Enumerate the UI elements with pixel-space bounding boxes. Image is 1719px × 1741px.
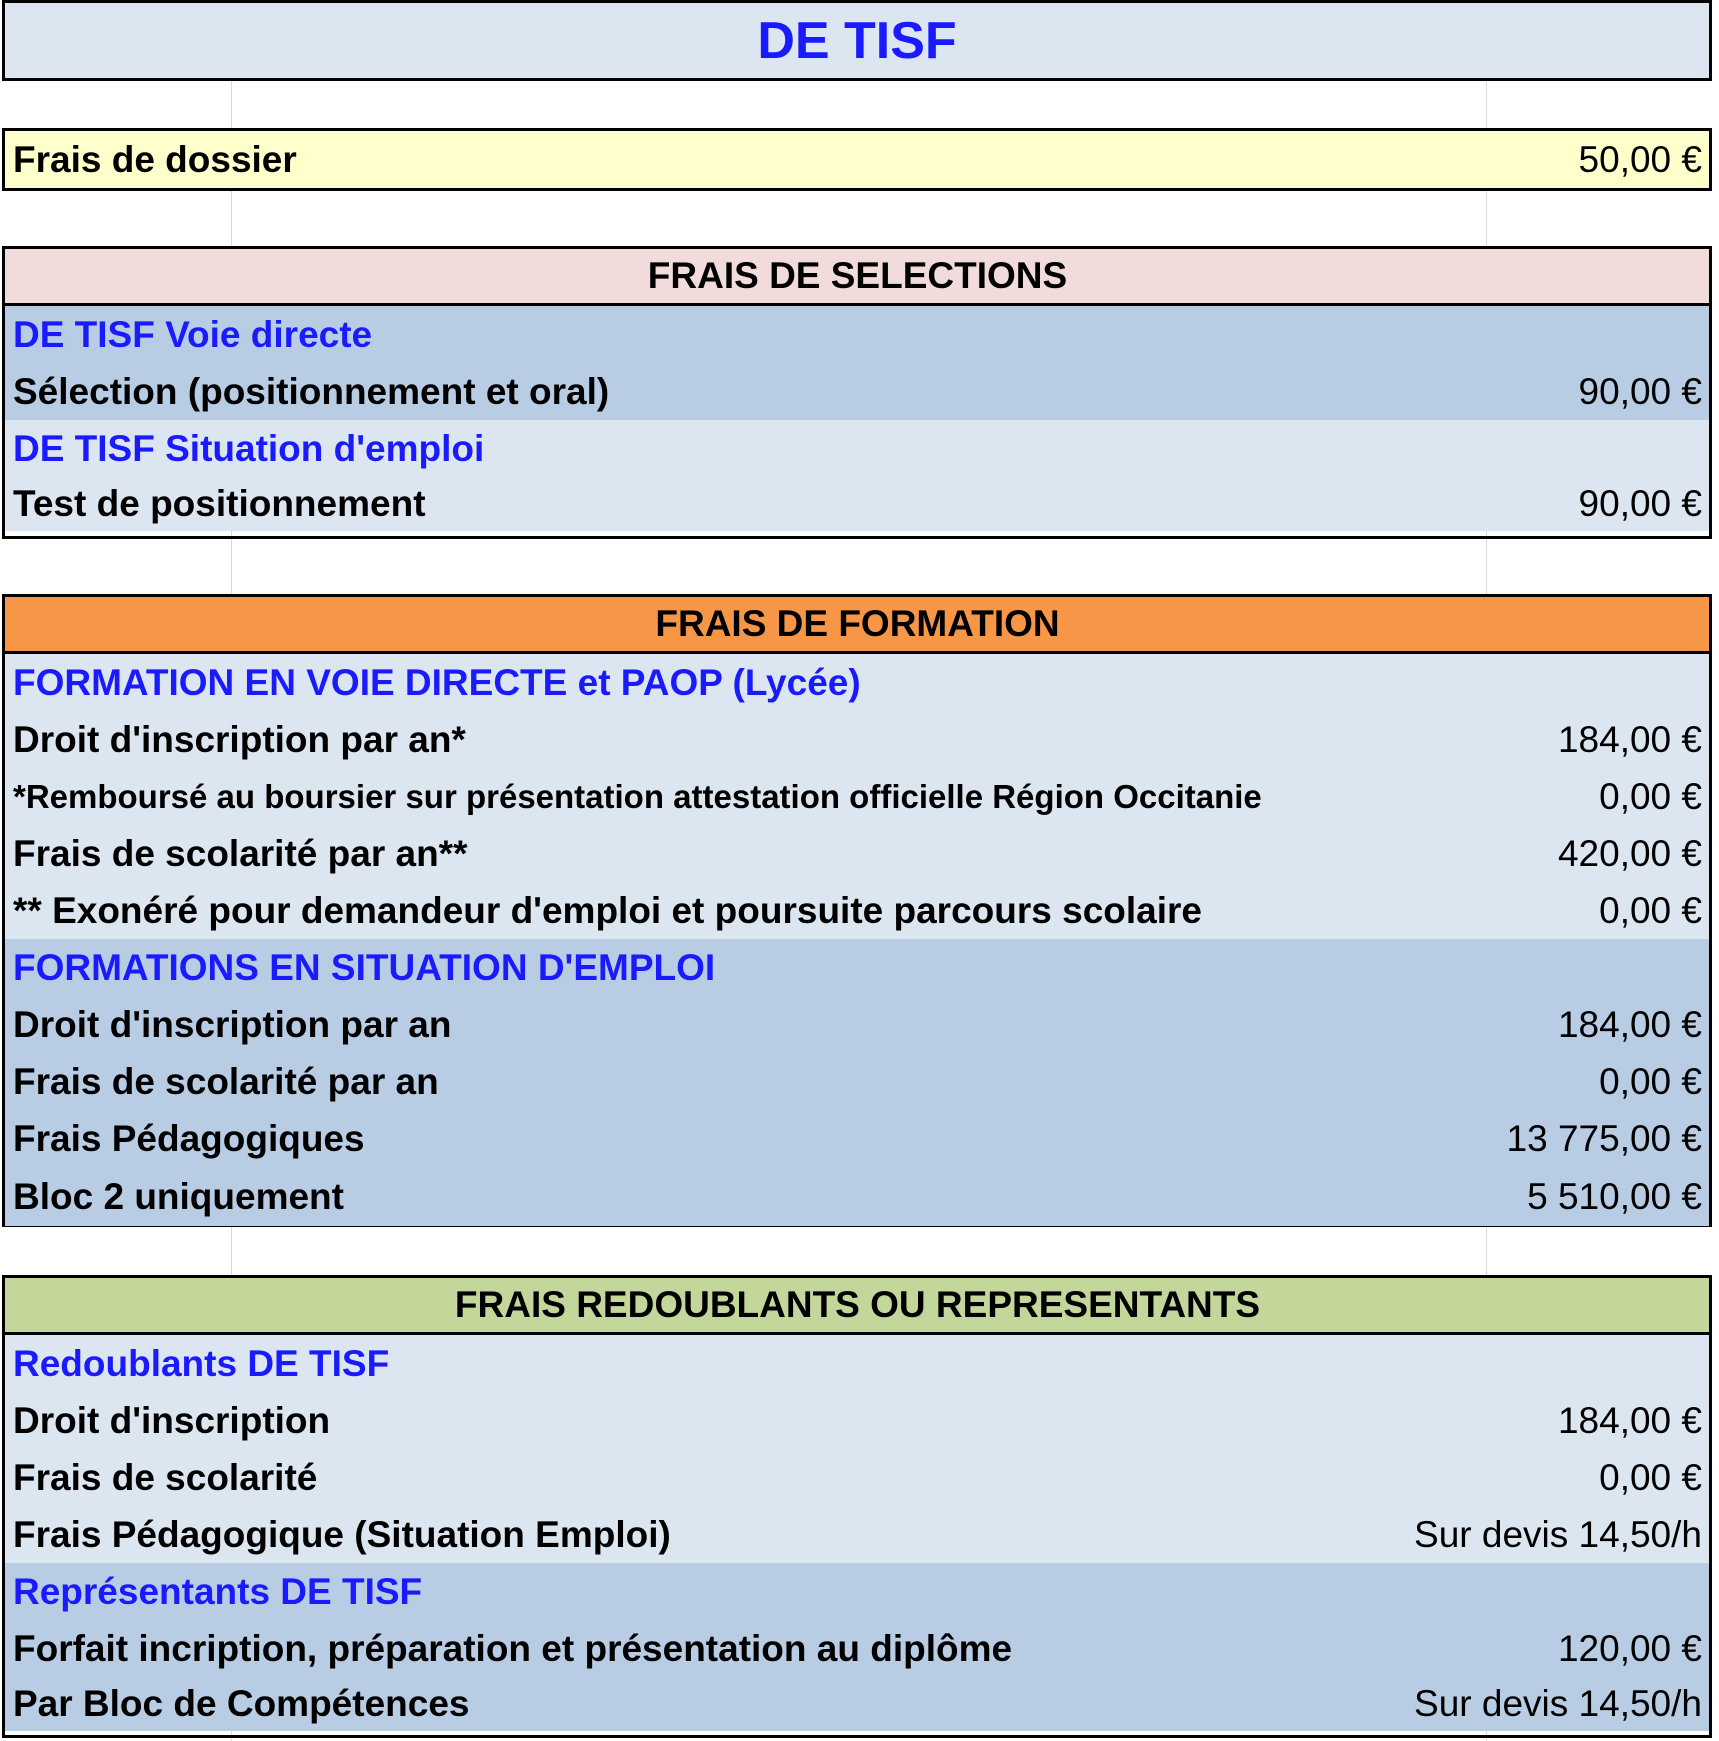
fee-amount: Sur devis 14,50/h: [1414, 1513, 1702, 1555]
fee-amount: 90,00 €: [1578, 483, 1702, 524]
fee-label: Sélection (positionnement et oral): [13, 370, 610, 412]
section-header-label: FRAIS REDOUBLANTS OU REPRESENTANTS: [454, 1284, 1261, 1325]
fee-amount: 90,00 €: [1578, 370, 1702, 412]
fee-row: [5, 1392, 1709, 1449]
fee-label: Droit d'inscription: [13, 1399, 331, 1441]
formation-header: [5, 597, 1709, 654]
fee-row: [5, 882, 1709, 939]
fee-label: Bloc 2 uniquement: [13, 1175, 344, 1217]
group-title-label: Représentants DE TISF: [13, 1570, 423, 1612]
page-title: DE TISF: [757, 11, 957, 70]
fee-label: Frais Pédagogiques: [13, 1117, 365, 1159]
fee-amount: 0,00 €: [1599, 1060, 1702, 1102]
fee-row: [5, 1677, 1709, 1731]
title-box: [2, 0, 1712, 81]
group-title-label: DE TISF Voie directe: [13, 313, 373, 355]
fee-amount: 184,00 €: [1557, 718, 1702, 760]
selection-group-2: [5, 420, 1709, 531]
fee-row: [5, 711, 1709, 768]
redoublants-header: [5, 1278, 1709, 1335]
fee-label: Par Bloc de Compétences: [13, 1683, 470, 1724]
group-title: [5, 420, 1709, 477]
fee-amount: 0,00 €: [1599, 889, 1702, 931]
dossier-label: Frais de dossier: [13, 138, 297, 180]
fee-amount: Sur devis 14,50/h: [1414, 1683, 1702, 1724]
dossier-box: [2, 128, 1712, 191]
group-title: [5, 1335, 1709, 1392]
formation-section: [2, 594, 1712, 1227]
fee-row: [5, 1167, 1709, 1226]
fee-row: [5, 825, 1709, 882]
group-title: [5, 1563, 1709, 1620]
formation-group-1: [5, 654, 1709, 939]
fee-row: [5, 1053, 1709, 1110]
dossier-row: [5, 131, 1709, 188]
group-title-label: Redoublants DE TISF: [13, 1342, 390, 1384]
fee-row: [5, 1110, 1709, 1167]
group-title-label: DE TISF Situation d'emploi: [13, 427, 485, 469]
group-title-label: FORMATIONS EN SITUATION D'EMPLOI: [13, 946, 716, 988]
fee-amount: 184,00 €: [1557, 1003, 1702, 1045]
fee-amount: 0,00 €: [1599, 1456, 1702, 1498]
fee-row: [5, 768, 1709, 825]
selection-section: [2, 246, 1712, 539]
redoublants-group-2: [5, 1563, 1709, 1731]
fee-amount: 5 510,00 €: [1527, 1175, 1702, 1217]
fee-row: [5, 363, 1709, 420]
fee-label: Forfait incription, préparation et présentation au diplôme: [13, 1627, 1013, 1669]
fee-row: [5, 1449, 1709, 1506]
fee-label: Frais Pédagogique (Situation Emploi): [13, 1513, 671, 1555]
fee-row: [5, 996, 1709, 1053]
section-header-label: FRAIS DE FORMATION: [655, 603, 1060, 644]
fee-label: ** Exonéré pour demandeur d'emploi et poursuite parcours scolaire: [13, 889, 1202, 931]
fee-amount: 13 775,00 €: [1506, 1117, 1702, 1159]
group-title: [5, 939, 1709, 996]
fee-label: Frais de scolarité: [13, 1456, 318, 1498]
fee-label: Frais de scolarité par an**: [13, 832, 468, 874]
selection-group-1: [5, 306, 1709, 420]
group-title-label: FORMATION EN VOIE DIRECTE et PAOP (Lycée): [13, 661, 861, 703]
fee-row: [5, 1620, 1709, 1677]
redoublants-group-1: [5, 1335, 1709, 1563]
fee-label: *Remboursé au boursier sur présentation attestation officielle Région Occitanie: [13, 777, 1262, 815]
section-header-label: FRAIS DE SELECTIONS: [647, 255, 1068, 296]
selection-header: [5, 249, 1709, 306]
fee-label: Frais de scolarité par an: [13, 1060, 439, 1102]
fee-label: Droit d'inscription par an: [13, 1003, 452, 1045]
fee-row: [5, 1506, 1709, 1563]
group-title: [5, 654, 1709, 711]
fee-row: [5, 477, 1709, 531]
formation-group-2: [5, 939, 1709, 1226]
fee-amount: 120,00 €: [1557, 1627, 1702, 1669]
fee-amount: 0,00 €: [1599, 775, 1702, 817]
group-title: [5, 306, 1709, 363]
fee-amount: 420,00 €: [1557, 832, 1702, 874]
redoublants-section: [2, 1275, 1712, 1738]
fee-amount: 184,00 €: [1557, 1399, 1702, 1441]
fee-label: Test de positionnement: [13, 483, 426, 524]
fee-label: Droit d'inscription par an*: [13, 718, 466, 760]
dossier-amount: 50,00 €: [1578, 138, 1702, 180]
